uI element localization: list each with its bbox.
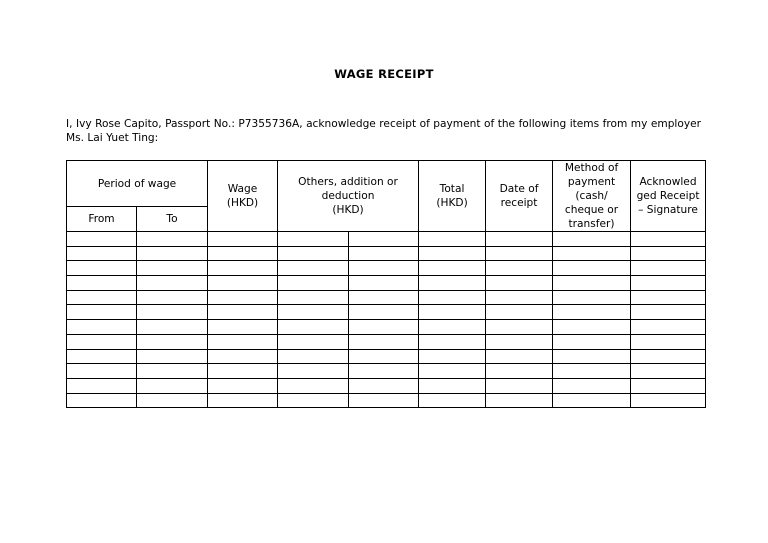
receipt-rows bbox=[67, 232, 706, 408]
header-date-of-receipt: Date of receipt bbox=[486, 161, 553, 232]
table-cell bbox=[486, 246, 553, 261]
header-to: To bbox=[137, 207, 208, 232]
table-cell bbox=[631, 320, 706, 335]
table-cell bbox=[553, 378, 631, 393]
table-cell bbox=[631, 393, 706, 408]
table-row bbox=[67, 261, 706, 276]
table-cell bbox=[67, 246, 137, 261]
table-cell bbox=[278, 305, 349, 320]
table-cell bbox=[67, 378, 137, 393]
table-cell bbox=[208, 364, 278, 379]
table-row bbox=[67, 320, 706, 335]
table-cell bbox=[208, 276, 278, 291]
table-cell bbox=[486, 290, 553, 305]
table-row bbox=[67, 276, 706, 291]
header-others: Others, addition or deduction (HKD) bbox=[278, 161, 419, 232]
table-cell bbox=[349, 276, 419, 291]
table-cell bbox=[631, 349, 706, 364]
table-cell bbox=[349, 349, 419, 364]
table-cell bbox=[278, 232, 349, 247]
table-cell bbox=[419, 246, 486, 261]
table-row bbox=[67, 349, 706, 364]
table-cell bbox=[278, 349, 349, 364]
table-cell bbox=[137, 349, 208, 364]
table-cell bbox=[553, 393, 631, 408]
table-row bbox=[67, 305, 706, 320]
table-cell bbox=[137, 246, 208, 261]
table-cell bbox=[419, 261, 486, 276]
table-row bbox=[67, 246, 706, 261]
acknowledgement-text: I, Ivy Rose Capito, Passport No.: P7355736A, acknowledge receipt of payment of the following items from my employer Ms. Lai Yuet Ting: bbox=[66, 118, 701, 144]
table-cell bbox=[67, 305, 137, 320]
table-cell bbox=[419, 364, 486, 379]
table-cell bbox=[486, 320, 553, 335]
table-cell bbox=[631, 364, 706, 379]
table-cell bbox=[419, 349, 486, 364]
table-cell bbox=[349, 232, 419, 247]
header-total: Total (HKD) bbox=[419, 161, 486, 232]
table-cell bbox=[208, 232, 278, 247]
table-cell bbox=[419, 393, 486, 408]
table-cell bbox=[419, 290, 486, 305]
table-cell bbox=[67, 364, 137, 379]
table-row bbox=[67, 334, 706, 349]
table-cell bbox=[349, 246, 419, 261]
table-cell bbox=[208, 393, 278, 408]
table-cell bbox=[486, 378, 553, 393]
table-cell bbox=[419, 305, 486, 320]
table-cell bbox=[486, 393, 553, 408]
table-cell bbox=[419, 334, 486, 349]
table-cell bbox=[553, 276, 631, 291]
table-cell bbox=[67, 320, 137, 335]
table-cell bbox=[208, 246, 278, 261]
table-cell bbox=[553, 290, 631, 305]
table-cell bbox=[67, 334, 137, 349]
table-cell bbox=[553, 246, 631, 261]
table-cell bbox=[486, 349, 553, 364]
table-cell bbox=[137, 261, 208, 276]
table-row bbox=[67, 290, 706, 305]
table-cell bbox=[208, 378, 278, 393]
wage-receipt-table bbox=[66, 160, 706, 408]
table-cell bbox=[208, 290, 278, 305]
table-cell bbox=[349, 261, 419, 276]
table-cell bbox=[137, 378, 208, 393]
table-cell bbox=[631, 334, 706, 349]
table-cell bbox=[419, 378, 486, 393]
table-cell bbox=[137, 232, 208, 247]
table-cell bbox=[137, 364, 208, 379]
table-row bbox=[67, 393, 706, 408]
table-cell bbox=[349, 364, 419, 379]
table-cell bbox=[278, 334, 349, 349]
table-cell bbox=[67, 232, 137, 247]
table-cell bbox=[553, 232, 631, 247]
table-cell bbox=[486, 276, 553, 291]
document-title: WAGE RECEIPT bbox=[334, 67, 434, 81]
table-cell bbox=[278, 393, 349, 408]
table-cell bbox=[631, 290, 706, 305]
table-cell bbox=[631, 276, 706, 291]
table-cell bbox=[349, 290, 419, 305]
table-cell bbox=[208, 334, 278, 349]
table-cell bbox=[486, 261, 553, 276]
table-cell bbox=[208, 261, 278, 276]
table-cell bbox=[486, 334, 553, 349]
table-row bbox=[67, 232, 706, 247]
table-cell bbox=[67, 276, 137, 291]
table-cell bbox=[553, 349, 631, 364]
table-cell bbox=[137, 320, 208, 335]
header-period-of-wage: Period of wage bbox=[67, 161, 208, 207]
table-cell bbox=[631, 232, 706, 247]
table-cell bbox=[486, 232, 553, 247]
table-cell bbox=[137, 334, 208, 349]
table-cell bbox=[553, 320, 631, 335]
table-cell bbox=[419, 320, 486, 335]
table-cell bbox=[278, 364, 349, 379]
table-cell bbox=[278, 290, 349, 305]
table-cell bbox=[208, 305, 278, 320]
table-cell bbox=[631, 246, 706, 261]
header-wage: Wage (HKD) bbox=[208, 161, 278, 232]
table-cell bbox=[67, 261, 137, 276]
table-cell bbox=[67, 349, 137, 364]
table-cell bbox=[208, 349, 278, 364]
table-row bbox=[67, 378, 706, 393]
table-cell bbox=[349, 393, 419, 408]
table-cell bbox=[278, 276, 349, 291]
table-cell bbox=[419, 232, 486, 247]
table-cell bbox=[486, 305, 553, 320]
table-cell bbox=[137, 276, 208, 291]
table-cell bbox=[349, 334, 419, 349]
table-cell bbox=[486, 364, 553, 379]
table-cell bbox=[137, 290, 208, 305]
table-cell bbox=[278, 246, 349, 261]
table-cell bbox=[208, 320, 278, 335]
table-cell bbox=[553, 364, 631, 379]
table-cell bbox=[349, 378, 419, 393]
header-acknowledged-receipt: Acknowled ged Receipt – Signature bbox=[631, 161, 706, 232]
table-cell bbox=[419, 276, 486, 291]
table-cell bbox=[349, 305, 419, 320]
table-cell bbox=[278, 261, 349, 276]
header-method-of-payment: Method of payment (cash/ cheque or transfer) bbox=[553, 161, 631, 232]
table-cell bbox=[137, 393, 208, 408]
table-cell bbox=[553, 305, 631, 320]
header-from: From bbox=[67, 207, 137, 232]
table-cell bbox=[278, 320, 349, 335]
table-cell bbox=[631, 378, 706, 393]
table-cell bbox=[137, 305, 208, 320]
table-cell bbox=[349, 320, 419, 335]
table-cell bbox=[67, 393, 137, 408]
table-cell bbox=[278, 378, 349, 393]
table-row bbox=[67, 364, 706, 379]
table-cell bbox=[631, 261, 706, 276]
table-cell bbox=[553, 334, 631, 349]
table-cell bbox=[553, 261, 631, 276]
table-cell bbox=[67, 290, 137, 305]
table-cell bbox=[631, 305, 706, 320]
